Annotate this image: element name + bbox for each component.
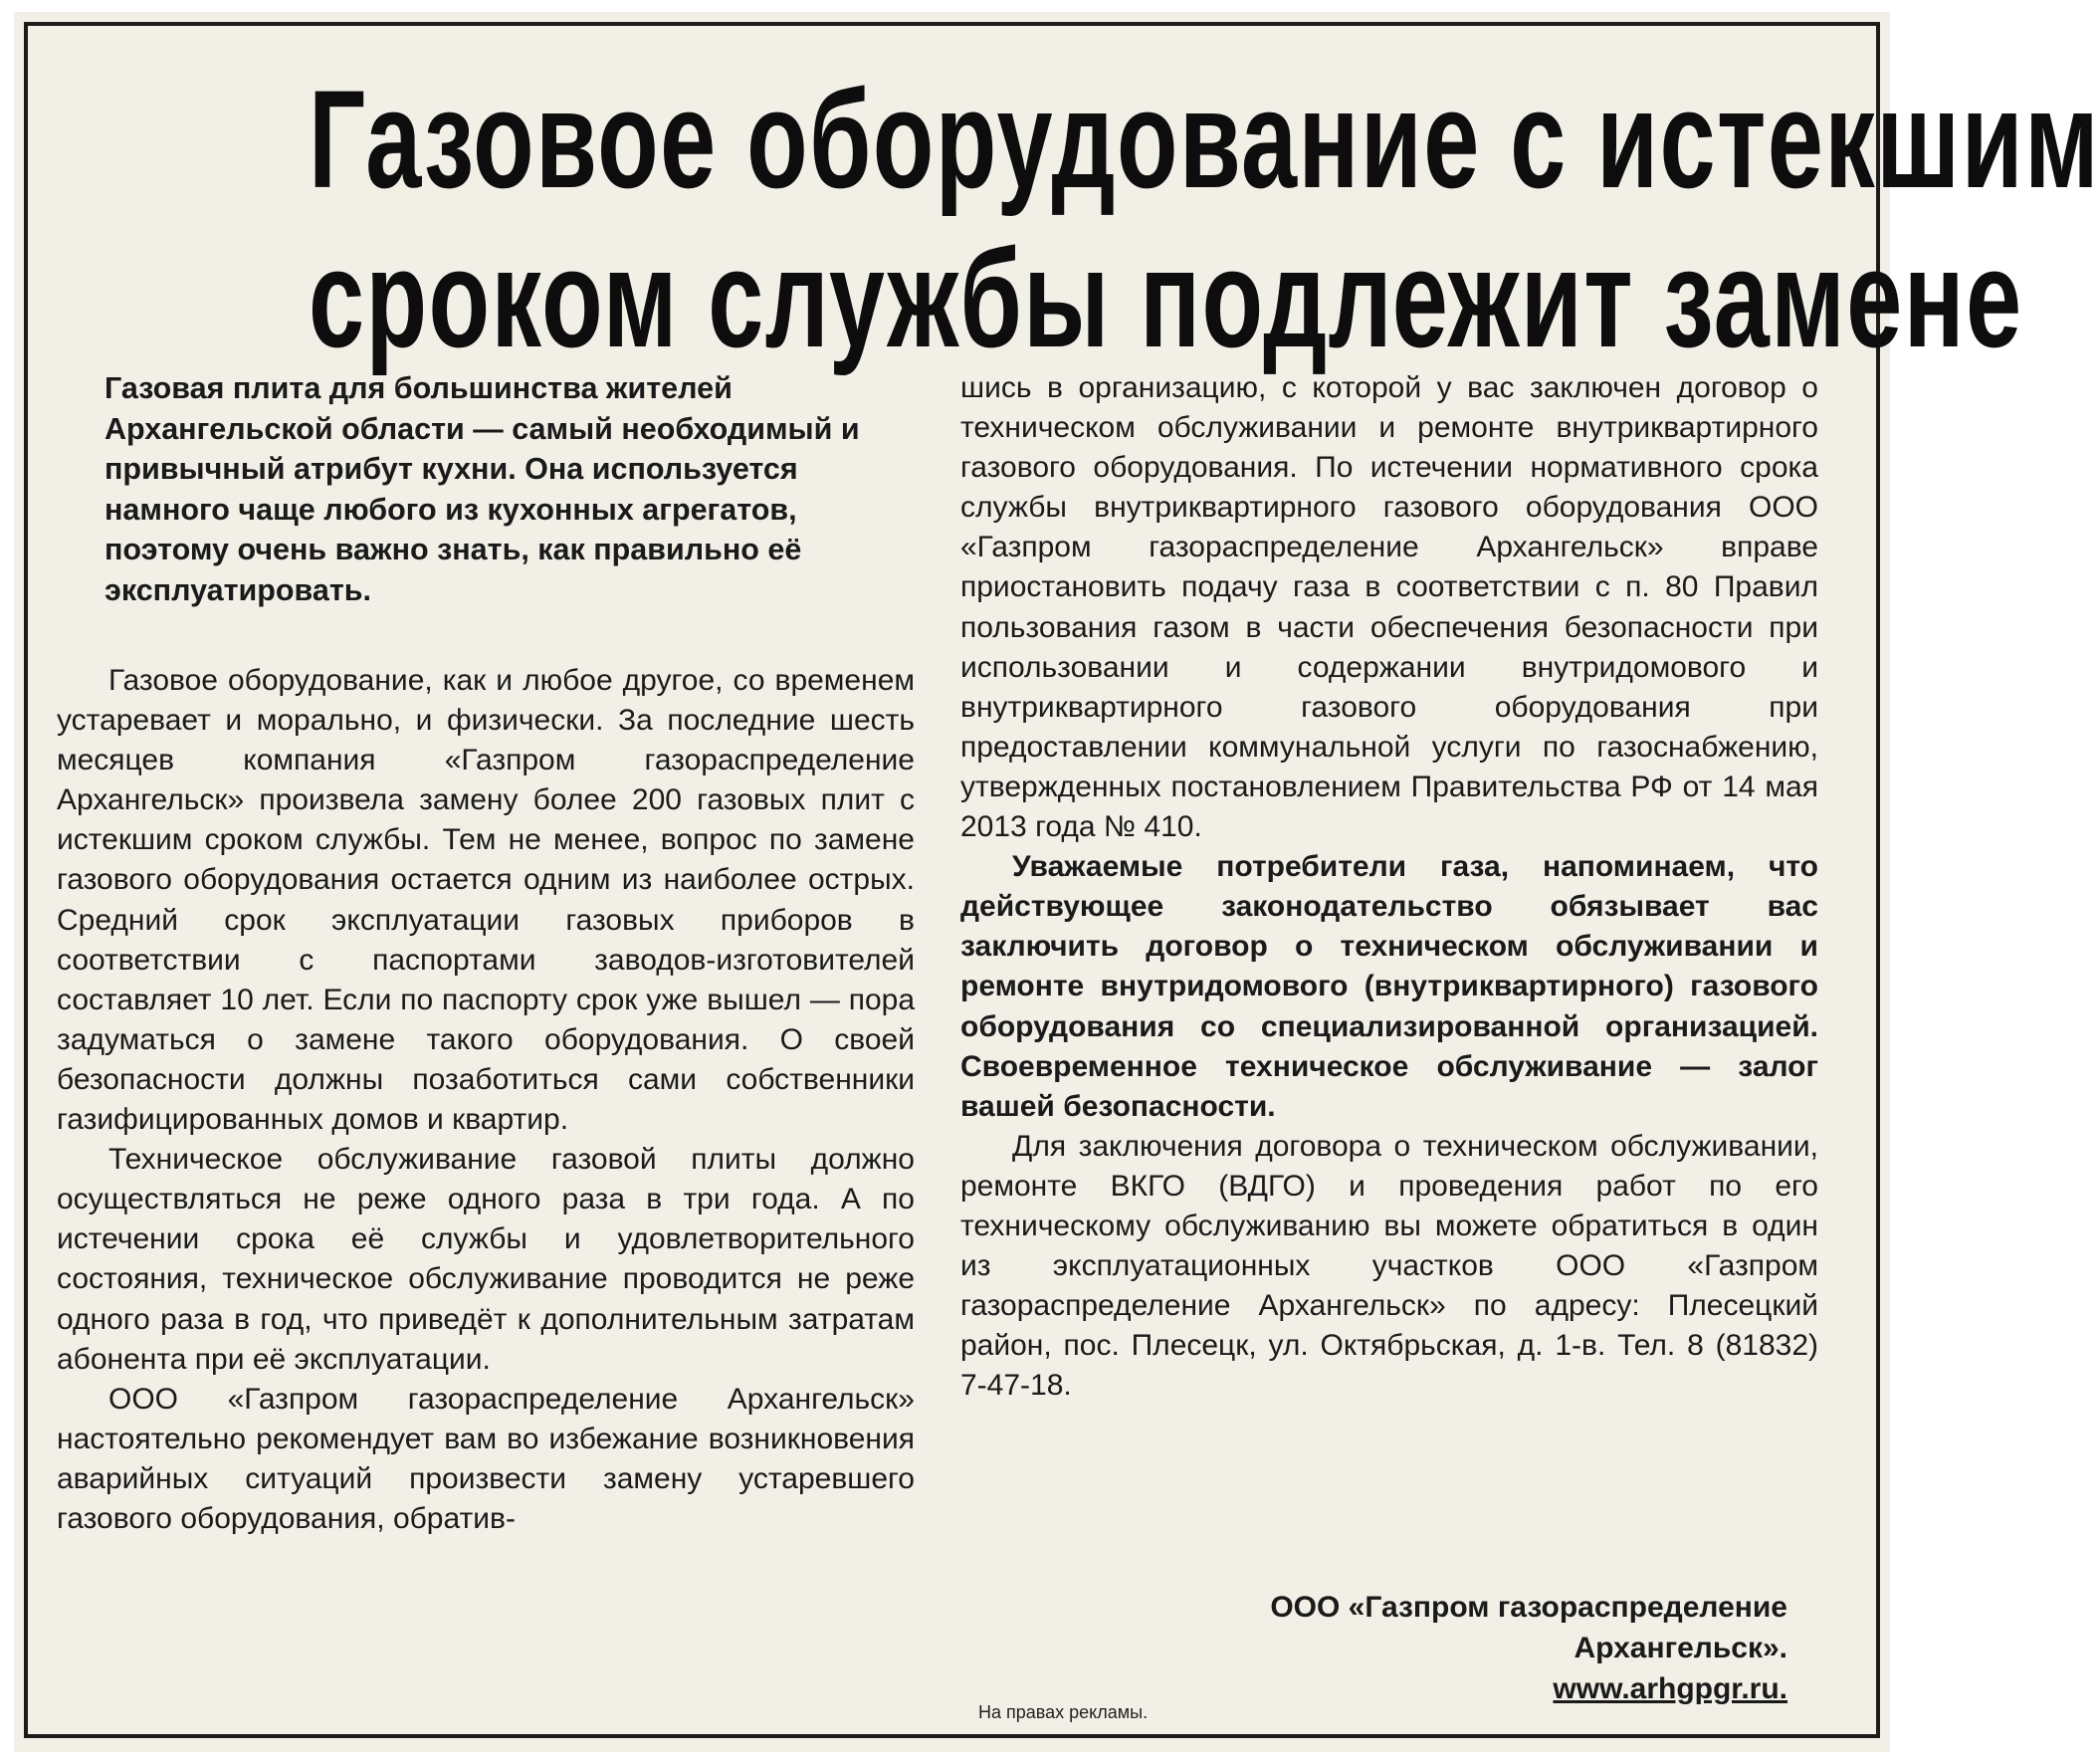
headline [58,60,2100,378]
paragraph-contact-info: Для заключения договора о техническом обслуживании, ремонте ВКГО (ВДГО) и проведения работ по его техническому обслуживанию вы можете обратиться в один из эксплуатационных участков ООО «Газпром газораспределение Архангельск» по адресу: Плесецкий район, пос. Плесецк, ул. Октябрьская, д. 1-в. Тел. 8 (81832) 7-47-18. [960,1129,1818,1403]
signature-company: ООО «Газпром газораспределение [1270,1591,1787,1624]
lead-paragraph: Газовая плита для большинства жителей Архангельской области — самый необходимый и привычный атрибут кухни. Она используется намного чаще любого из кухонных агрегатов, поэтому очень важно знать, как правильно её эксплуатировать. [105,371,860,607]
paragraph-maintenance: Техническое обслуживание газовой плиты должно осуществляться не реже одного раза в три года. А по истечении срока её службы и удовлетворительного состояния, техническое обслуживание проводится не реже одного раза в год, что приведёт к дополнительным затратам абонента при её эксплуатации. [57,1143,915,1376]
company-website-link[interactable]: www.arhgpgr.ru. [1553,1672,1787,1705]
paragraph-bold-notice: Уважаемые потребители газа, напоминаем, что действующее законодательство обязывает вас заключить договор о техническом обслуживании и ремонте внутридомового (внутриквартирного) газового оборудования со специализированной организацией. Своевременное техническое обслуживание — залог вашей безопасности. [960,850,1818,1123]
paragraph-equipment-aging: Газовое оборудование, как и любое другое, со временем устаревает и морально, и физически. За последние шесть месяцев компания «Газпром газораспределение Архангельск» произвела замену более 200 газовых плит с истекшим сроком службы. Тем не менее, вопрос по замене газового оборудования остается одним из наиболее острых. Средний срок эксплуатации газовых приборов в соответствии с паспортами заводов-изготовителей составляет 10 лет. Если по паспорту срок уже вышел — пора задуматься о замене такого оборудования. О своей безопасности должны позаботиться сами собственники газифицированных домов и квартир. [57,664,915,1137]
newspaper-clipping [14,12,2100,1752]
signature-block [1031,1587,1787,1709]
advertisement-note: На правах рекламы. [978,1702,1149,1722]
right-column [960,368,1818,1406]
paragraph-recommendation: ООО «Газпром газораспределение Архангельск» настоятельно рекомендует вам во избежание возникновения аварийных ситуаций произвести замену устаревшего газового оборудования, обратив- [57,1382,915,1535]
signature-company-city: Архангельск». [1574,1632,1787,1664]
headline-line-1: Газовое оборудование с истекшим [309,61,2100,217]
headline-line-2: сроком службы подлежит замене [309,220,2023,376]
paragraph-continuation: шись в организацию, с которой у вас заключен договор о техническом обслуживании и ремонте внутриквартирного газового оборудования. По истечении нормативного срока службы внутриквартирного газового оборудования ООО «Газпром газораспределение Архангельск» вправе приостановить подачу газа в соответствии с п. 80 Правил пользования газом в части обеспечения безопасности при использовании и содержании внутридомового и внутриквартирного газового оборудования при предоставлении коммунальной услуги по газоснабжению, утвержденных постановлением Правительства РФ от 14 мая 2013 года № 410. [960,371,1818,844]
left-column [57,368,915,1539]
